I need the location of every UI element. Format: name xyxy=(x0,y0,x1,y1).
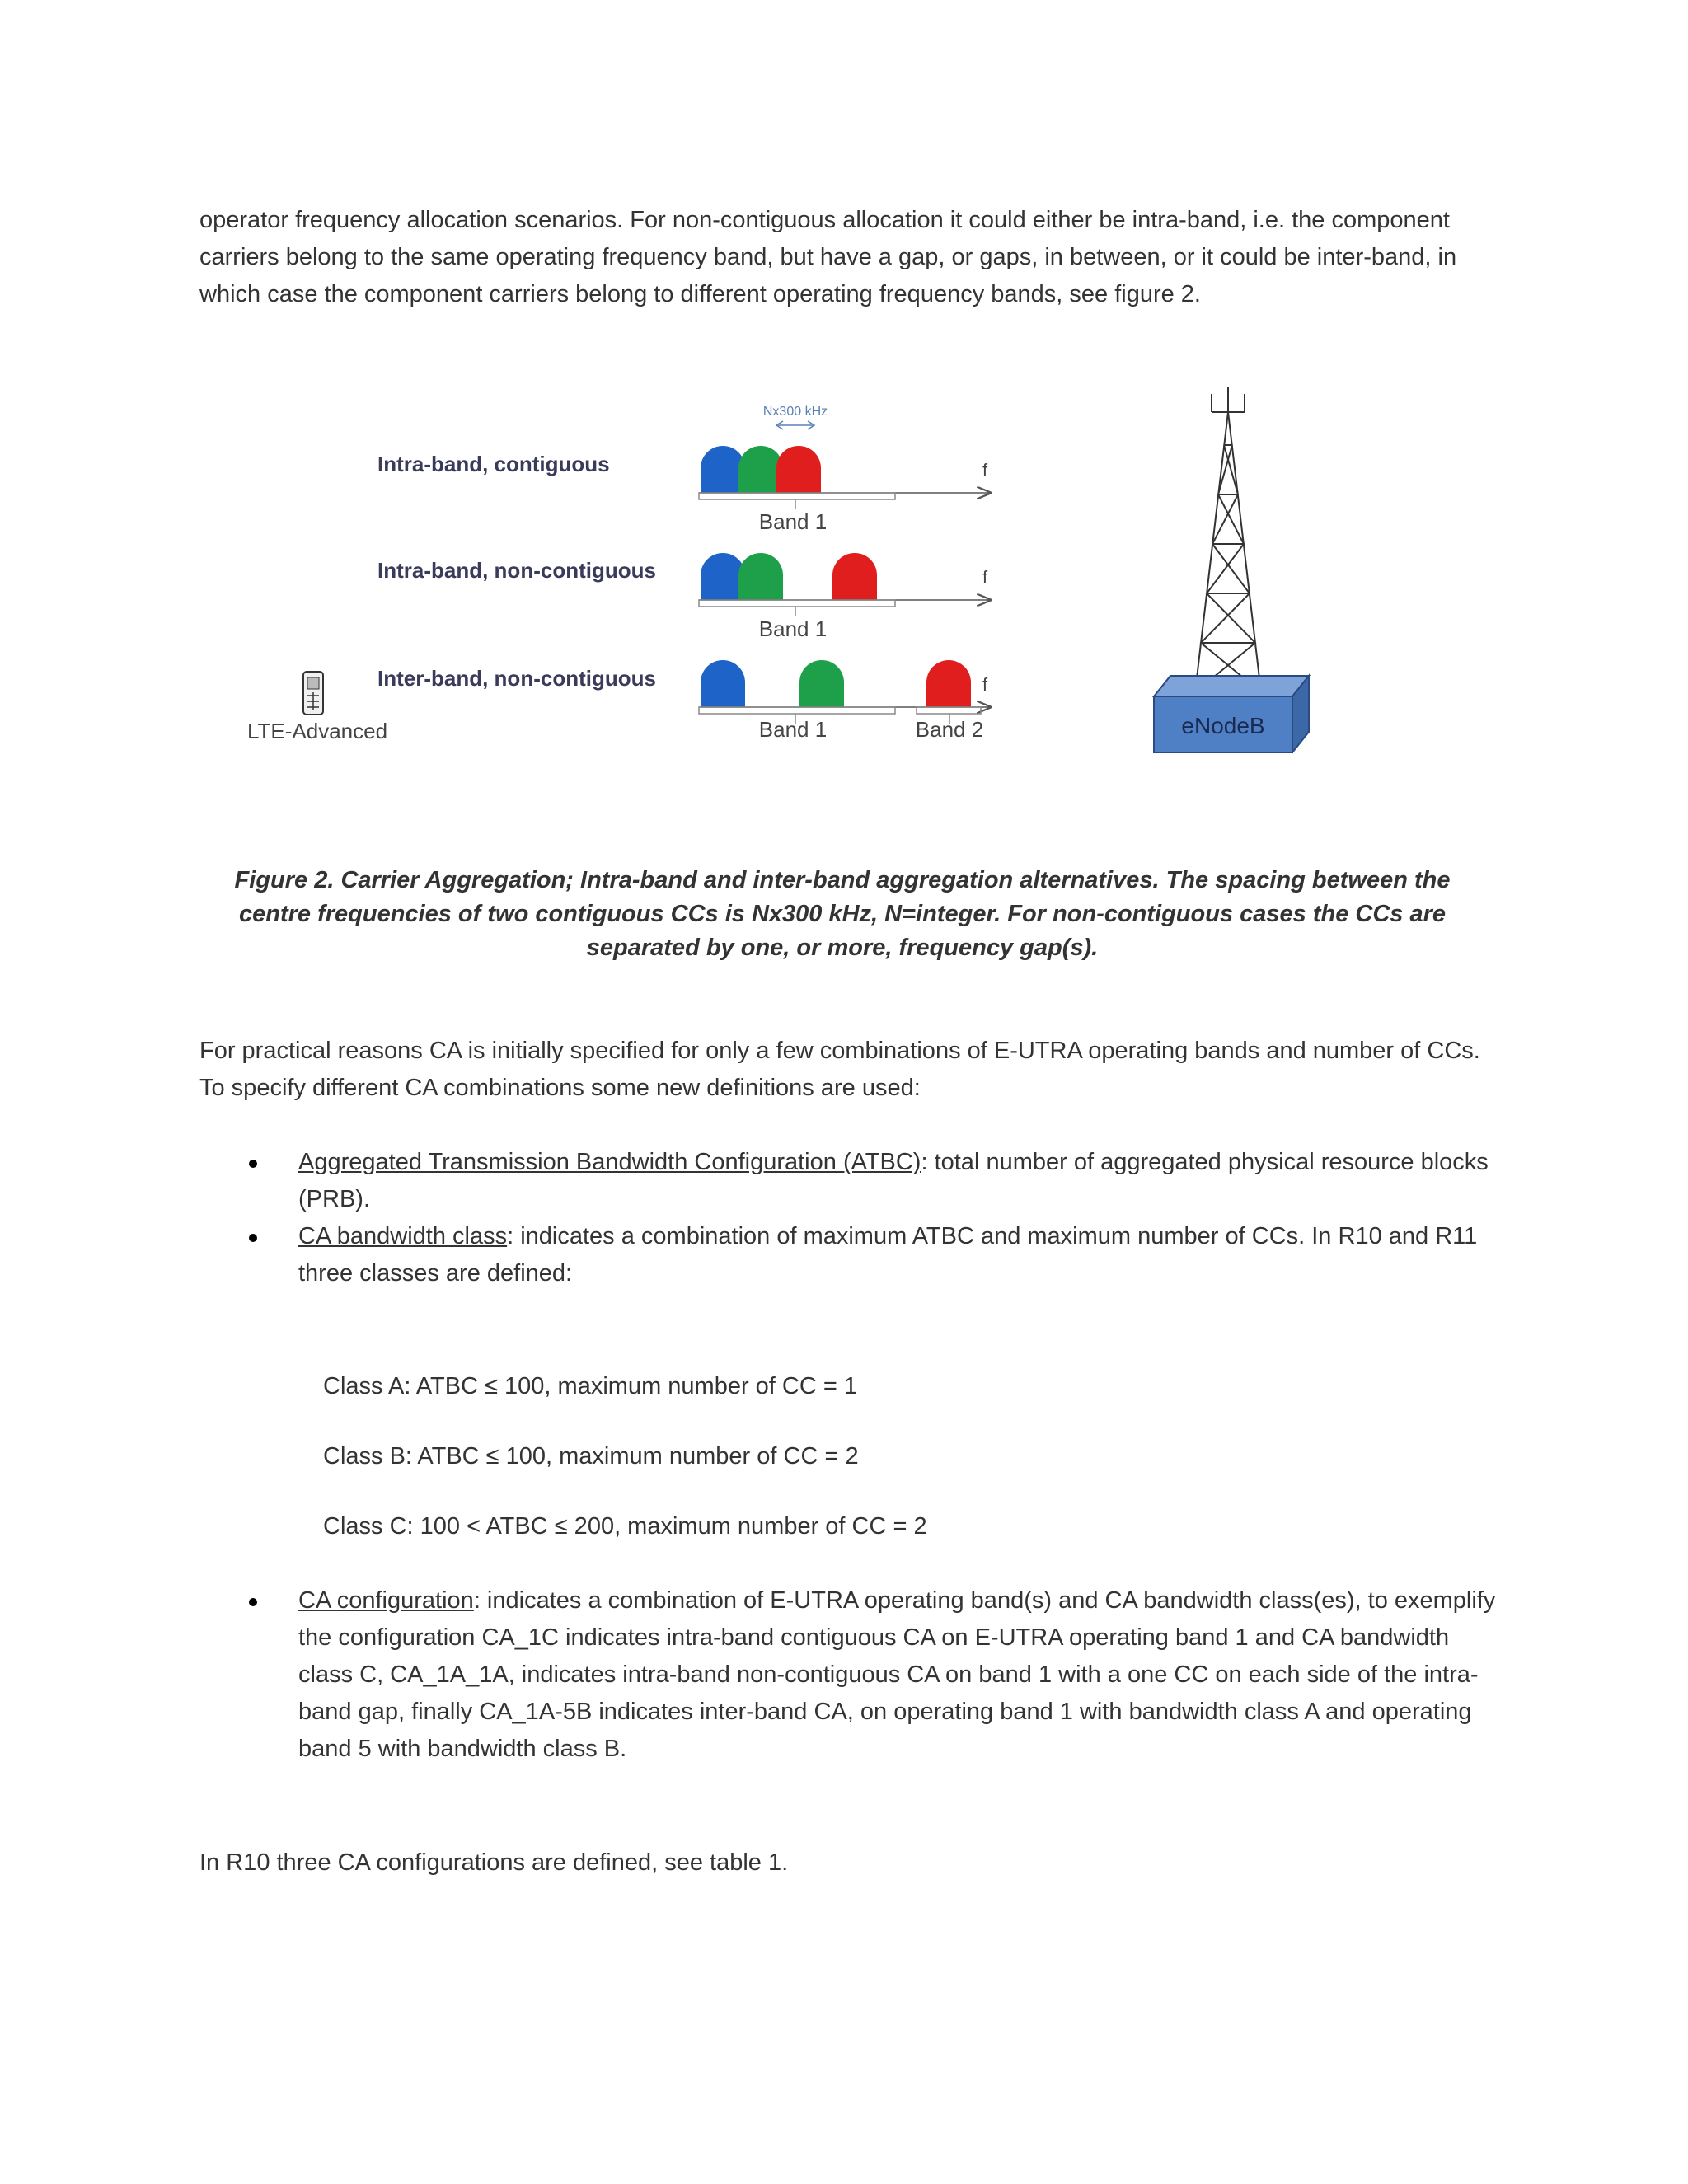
class-b-definition: Class B: ATBC ≤ 100, maximum number of CC = 2 xyxy=(323,1443,859,1469)
base-station-label: eNodeB xyxy=(1181,713,1265,738)
carrier-red xyxy=(926,660,971,707)
definition-text: : indicates a combination of E-UTRA operating band(s) and CA bandwidth class(es), to exemplify the configuration CA_1C indicates intra-band contiguous CA on E-UTRA operating band 1 and CA bandwidth class C, CA_1A_1A, indicates intra-band non-contiguous CA on band 1 with a one CC on each side of the intra-band gap, finally CA_1A-5B indicates inter-band CA, on operating band 1 with bandwidth class A and operating band 5 with bandwidth class B. xyxy=(298,1587,1496,1762)
definition-text: : total number of aggregated physical resource blocks (PRB). xyxy=(298,1149,1489,1212)
carrier-green xyxy=(799,660,844,707)
spacing-label: Nx300 kHz xyxy=(762,405,828,419)
configuration-list xyxy=(199,1582,1510,1768)
definition-term: CA bandwidth class xyxy=(298,1223,508,1249)
row-label-inter-noncontiguous: Inter-band, non-contiguous xyxy=(377,666,656,691)
definition-term: Aggregated Transmission Bandwidth Configuration (ATBC) xyxy=(298,1149,921,1175)
band-bar-2 xyxy=(917,707,981,714)
band-label: Band 2 xyxy=(915,717,984,742)
carrier-blue xyxy=(701,660,745,707)
figure-carrier-aggregation xyxy=(231,387,1319,816)
definition-text: : indicates a combination of maximum ATBC and maximum number of CCs. In R10 and R11 three classes are defined: xyxy=(298,1223,1478,1286)
carrier-green xyxy=(738,553,783,600)
class-a-definition: Class A: ATBC ≤ 100, maximum number of CC = 1 xyxy=(323,1373,857,1399)
freq-label: f xyxy=(982,674,988,695)
bullet-icon xyxy=(249,1160,257,1168)
figure-caption xyxy=(199,864,1485,965)
bullet-icon xyxy=(249,1234,257,1242)
class-c-definition: Class C: 100 < ATBC ≤ 200, maximum number of CC = 2 xyxy=(323,1513,927,1540)
device-label: LTE-Advanced xyxy=(247,719,388,743)
freq-label: f xyxy=(982,460,988,480)
carrier-blue xyxy=(701,553,745,600)
carrier-red xyxy=(776,446,821,493)
band-bar-1 xyxy=(699,600,895,607)
list-item xyxy=(199,1144,1510,1218)
definition-term: CA configuration xyxy=(298,1587,474,1614)
row-label-intra-contiguous: Intra-band, contiguous xyxy=(377,452,610,476)
intro-paragraph: operator frequency allocation scenarios. For non-contiguous allocation it could either be intra-band, i.e. the component carriers belong to the same operating frequency band, but have a gap, or gaps, in between, or it could be inter-band, in which case the component carriers belong to different operating frequency bands, see figure 2. xyxy=(199,207,1457,307)
carrier-green xyxy=(738,446,783,493)
band-label: Band 1 xyxy=(758,509,828,534)
band-label: Band 1 xyxy=(758,616,828,641)
mobile-phone-icon xyxy=(303,672,323,715)
caption-line-3: separated by one, or more, frequency gap(s). xyxy=(586,935,1099,961)
list-item xyxy=(199,1218,1510,1292)
band-bar-1 xyxy=(699,493,895,499)
caption-line-2: centre frequencies of two contiguous CCs is Nx300 kHz, N=integer. For non-contiguous cases the CCs are xyxy=(238,901,1447,927)
row-label-intra-noncontiguous: Intra-band, non-contiguous xyxy=(377,558,656,583)
definitions-list xyxy=(199,1144,1510,1292)
carrier-aggregation-diagram xyxy=(231,387,1319,816)
practical-paragraph: For practical reasons CA is initially specified for only a few combinations of E-UTRA operating bands and number of CCs. To specify different CA combinations some new definitions are used: xyxy=(199,1038,1480,1101)
bullet-icon xyxy=(249,1598,257,1606)
carrier-blue xyxy=(701,446,745,493)
list-item xyxy=(199,1582,1510,1768)
carrier-red xyxy=(832,553,877,600)
caption-line-1: Figure 2. Carrier Aggregation; Intra-band and inter-band aggregation alternatives. The spacing between the xyxy=(234,867,1451,893)
freq-label: f xyxy=(982,567,988,588)
band-label: Band 1 xyxy=(758,717,828,742)
final-paragraph: In R10 three CA configurations are defined, see table 1. xyxy=(199,1849,789,1876)
base-station-tower-icon xyxy=(1195,387,1261,692)
band-bar-1 xyxy=(699,707,895,714)
